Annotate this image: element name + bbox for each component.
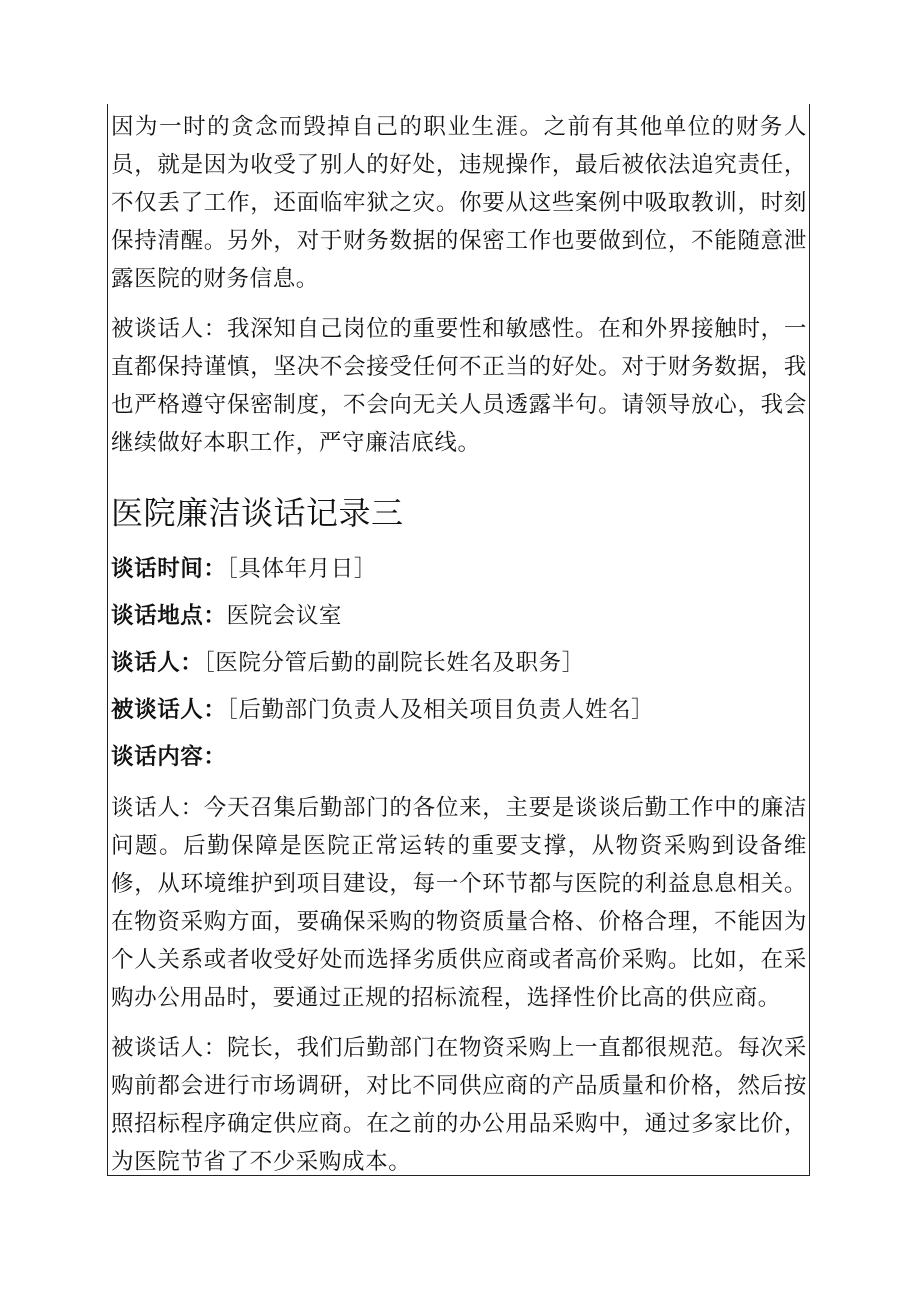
field-interviewee: [111, 687, 807, 734]
content-paragraph-1: 谈话人：今天召集后勤部门的各位来，主要是谈谈后勤工作中的廉洁问题。后勤保障是医院正常运转的重要支撑，从物资采购到设备维修，从环境维护到项目建设，每一个环节都与医院的利益息息相关。在物资采购方面，要确保采购的物资质量合格、价格合理，不能因为个人关系或者收受好处而选择劣质供应商或者高价采购。比如，在采购办公用品时，要通过正规的招标流程，选择性价比高的供应商。: [111, 795, 807, 1011]
place-label: 谈话地点：: [111, 603, 227, 629]
speaker-label: 谈话人：: [111, 650, 204, 676]
time-label: 谈话时间：: [111, 556, 227, 582]
speaker-value: ［医院分管后勤的副院长姓名及职务］: [203, 650, 585, 676]
content-label: 谈话内容：: [111, 744, 227, 770]
field-place: [111, 593, 807, 640]
field-speaker: [111, 640, 807, 687]
interviewee-label: 被谈话人：: [111, 697, 227, 723]
time-value: ［具体年月日］: [226, 556, 377, 582]
continued-paragraph-1: 因为一时的贪念而毁掉自己的职业生涯。之前有其他单位的财务人员，就是因为收受了别人的好处，违规操作，最后被依法追究责任，不仅丢了工作，还面临牢狱之灾。你要从这些案例中吸取教训，时刻保持清醒。另外，对于财务数据的保密工作也要做到位，不能随意泄露医院的财务信息。: [111, 114, 807, 292]
place-value: 医院会议室: [226, 603, 343, 629]
content-paragraph-2: 被谈话人：院长，我们后勤部门在物资采购上一直都很规范。每次采购前都会进行市场调研，对比不同供应商的产品质量和价格，然后按照招标程序确定供应商。在之前的办公用品采购中，通过多家比价，为医院节省了不少采购成本。: [111, 1035, 807, 1175]
continued-paragraph-2: 被谈话人：我深知自己岗位的重要性和敏感性。在和外界接触时，一直都保持谨慎，坚决不会接受任何不正当的好处。对于财务数据，我也严格遵守保密制度，不会向无关人员透露半句。请领导放心，我会继续做好本职工作，严守廉洁底线。: [111, 316, 807, 456]
interviewee-value: ［后勤部门负责人及相关项目负责人姓名］: [226, 697, 655, 723]
field-time: [111, 546, 807, 593]
section-title: 医院廉洁谈话记录三: [111, 494, 404, 532]
document-content: [111, 108, 807, 1193]
